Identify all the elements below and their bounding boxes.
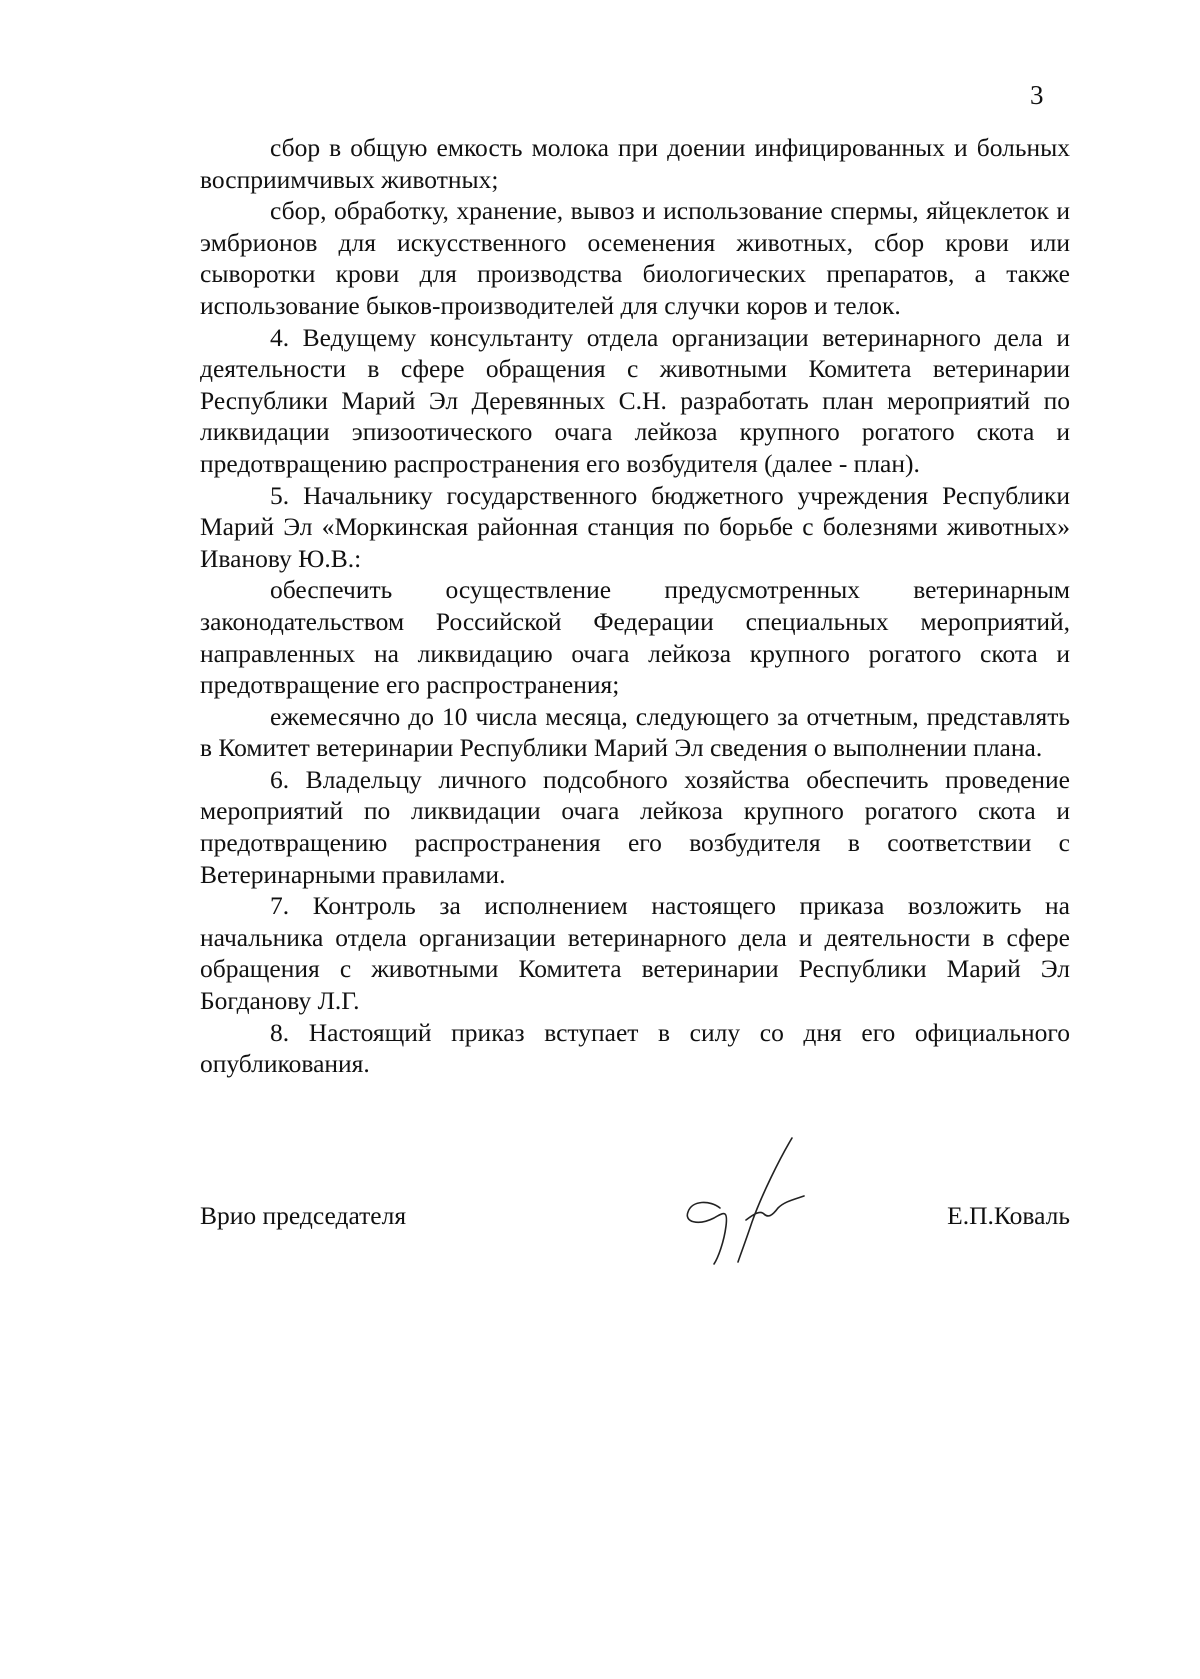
document-body <box>200 132 1070 1080</box>
handwritten-signature <box>680 1130 830 1270</box>
signatory-title: Врио председателя <box>200 1201 407 1230</box>
paragraph-sperm-collection: сбор, обработку, хранение, вывоз и использование спермы, яйцеклеток и эмбрионов для искусственного осеменения животных, сбор крови или сыворотки крови для производства биологических препаратов, а также использование быков-производителей для случки коров и телок. <box>200 196 1070 320</box>
page-number: 3 <box>1030 80 1044 110</box>
paragraph-ensure-measures: обеспечить осуществление предусмотренных ветеринарным законодательством Российской Федерации специальных мероприятий, направленных на ликвидацию очага лейкоза крупного рогатого скота и предотвращение его распространения; <box>200 575 1070 700</box>
paragraph-milk-collection: сбор в общую емкость молока при доении инфицированных и больных восприимчивых животных; <box>200 133 1070 194</box>
paragraph-item-8: 8. Настоящий приказ вступает в силу со дня его официального опубликования. <box>200 1017 1070 1079</box>
paragraph-item-7: 7. Контроль за исполнением настоящего приказа возложить на начальника отдела организации ветеринарного дела и деятельности в сфере обращения с животными Комитета ветеринарии Республики Марий Эл Богданову Л.Г. <box>200 891 1070 1016</box>
paragraph-item-6: 6. Владельцу личного подсобного хозяйства обеспечить проведение мероприятий по ликвидации очага лейкоза крупного рогатого скота и предотвращению распространения его возбудителя в соответствии с Ветеринарными правилами. <box>200 764 1070 889</box>
paragraph-item-5: 5. Начальнику государственного бюджетного учреждения Республики Марий Эл «Моркинская районная станция по борьбе с болезнями животных» Иванову Ю.В.: <box>200 480 1070 573</box>
signatory-name: Е.П.Коваль <box>947 1201 1070 1230</box>
signature-block <box>200 1130 1070 1270</box>
paragraph-item-4: 4. Ведущему консультанту отдела организации ветеринарного дела и деятельности в сфере обращения с животными Комитета ветеринарии Республики Марий Эл Деревянных С.Н. разработать план мероприятий по ликвидации эпизоотического очага лейкоза крупного рогатого скота и предотвращению распространения его возбудителя (далее - план). <box>200 322 1070 478</box>
paragraph-monthly-report: ежемесячно до 10 числа месяца, следующего за отчетным, представлять в Комитет ветеринарии Республики Марий Эл сведения о выполнении плана. <box>200 701 1070 763</box>
